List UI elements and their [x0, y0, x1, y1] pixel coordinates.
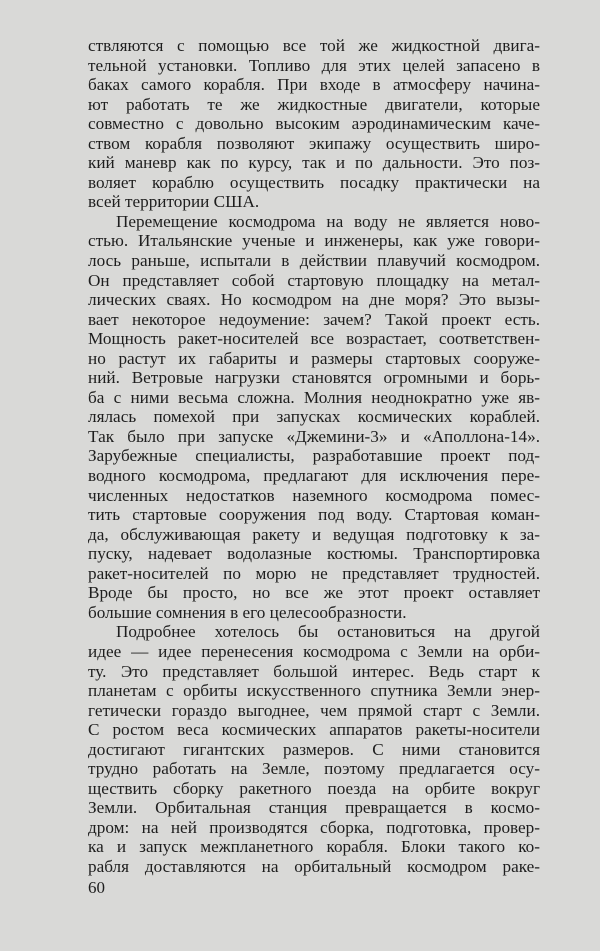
text-line: С ростом веса космических аппаратов ракеты-носители — [88, 720, 540, 740]
text-line: большие сомнения в его целесообразности. — [88, 602, 407, 622]
text-line: стью. Итальянские ученые и инженеры, как уже говори- — [88, 231, 540, 251]
text-line: ракет-носителей по морю не представляет трудностей. — [88, 563, 540, 583]
text-line: ством корабля позволяют экипажу осуществить широ- — [88, 133, 540, 153]
text-line: лических сваях. Но космодром на дне моря? Это вызы- — [88, 290, 540, 310]
text-line: численных недостатков наземного космодрома помес- — [88, 485, 540, 505]
text-line: ствляются с помощью все той же жидкостной двига- — [88, 36, 540, 55]
page-number: 60 — [88, 878, 105, 897]
text-line: Земли. Орбитальная станция превращается в космо- — [88, 798, 540, 818]
text-line: баках самого корабля. При входе в атмосферу начина- — [88, 75, 540, 95]
text-line: лось раньше, испытали в действии плавучий космодром. — [88, 251, 540, 271]
paragraph — [88, 212, 540, 622]
text-line: пуску, надевает водолазные костюмы. Транспортировка — [88, 544, 540, 564]
text-line: идее — идее перенесения космодрома с Земли на орби- — [88, 641, 540, 661]
book-page-text — [88, 36, 540, 877]
text-line: Зарубежные специалисты, разработавшие проект под- — [88, 446, 540, 466]
text-line: ществить сборку ракетного поезда на орбите вокруг — [88, 778, 540, 798]
text-line: ка и запуск межпланетного корабля. Блоки такого ко- — [88, 837, 540, 857]
text-line: кий маневр как по курсу, так и по дальности. Это поз- — [88, 153, 540, 173]
text-line: тить стартовые сооружения под воду. Стартовая коман- — [88, 505, 540, 525]
text-line: воляет кораблю осуществить посадку практически на — [88, 172, 540, 192]
text-line: да, обслуживающая ракету и ведущая подготовку к за- — [88, 524, 540, 544]
paragraph — [88, 36, 540, 212]
text-line: тельной установки. Топливо для этих целей запасено в — [88, 55, 540, 75]
text-line: планетам с орбиты искусственного спутника Земли энер- — [88, 681, 540, 701]
text-line: водного космодрома, предлагают для исключения пере- — [88, 466, 540, 486]
text-line: всей территории США. — [88, 192, 260, 212]
text-line: ба с ними весьма сложна. Молния неоднократно уже яв- — [88, 387, 540, 407]
text-line: совместно с довольно высоким аэродинамическим каче- — [88, 114, 540, 134]
text-line: но растут их габариты и размеры стартовых сооруже- — [88, 348, 540, 368]
text-line: вает некоторое недоумение: зачем? Такой проект есть. — [88, 309, 540, 329]
text-line: достигают гигантских размеров. С ними становится — [88, 739, 540, 759]
text-line: Вроде бы просто, но все же этот проект оставляет — [88, 583, 540, 603]
text-line: Подробнее хотелось бы остановиться на другой — [116, 622, 540, 642]
text-line: Он представляет собой стартовую площадку на метал- — [88, 270, 540, 290]
text-line: Так было при запуске «Джемини-3» и «Аполлона-14». — [88, 426, 540, 446]
text-line: дром: на ней производятся сборка, подготовка, провер- — [88, 817, 540, 837]
paragraph — [88, 622, 540, 876]
text-line: Мощность ракет-носителей все возрастает, соответствен- — [88, 329, 540, 349]
text-line: ний. Ветровые нагрузки становятся огромными и борь- — [88, 368, 540, 388]
text-line: ют работать те же жидкостные двигатели, которые — [88, 94, 540, 114]
text-line: лялась помехой при запусках космических кораблей. — [88, 407, 540, 427]
text-line: ту. Это представляет большой интерес. Ведь старт к — [88, 661, 540, 681]
text-line: гетически гораздо выгоднее, чем прямой старт с Земли. — [88, 700, 540, 720]
text-line: Перемещение космодрома на воду не является ново- — [116, 211, 540, 231]
text-line: трудно работать на Земле, поэтому предлагается осу- — [88, 759, 540, 779]
text-line: рабля доставляются на орбитальный космодром раке- — [88, 856, 540, 876]
